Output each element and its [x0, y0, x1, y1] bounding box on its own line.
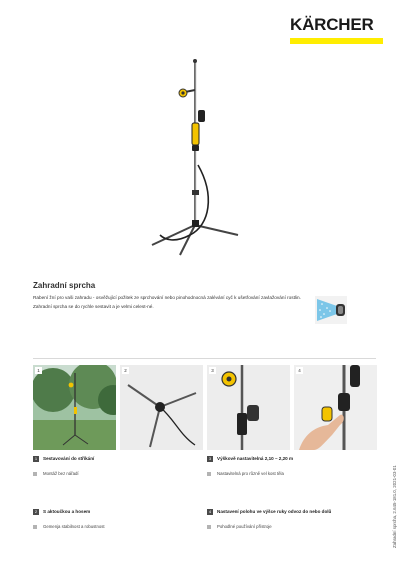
feature-number: 2 — [34, 509, 38, 514]
spray-pattern-icon — [315, 296, 347, 324]
feature-bullet-text: Montáž bez nářadí — [43, 471, 79, 476]
feature-title: S aktoučkou a hosem — [43, 509, 91, 514]
feature-title: Výškově nastavitelná 2,10 – 2,20 m — [217, 456, 294, 461]
feature-title: Sestavování do stříkání — [43, 456, 95, 461]
section-divider — [33, 358, 376, 359]
photo-number: 2 — [122, 367, 129, 374]
garden-shower-product-image — [140, 55, 250, 260]
feature-bullet-text: Pohodlné používání přístroje — [217, 524, 272, 529]
feature-2 — [33, 509, 198, 529]
photo-number: 1 — [35, 367, 42, 374]
logo-yellow-bar — [290, 38, 383, 44]
logo-text: KÄRCHER — [290, 15, 374, 34]
kaercher-logo — [290, 16, 383, 44]
bullet-square-icon — [207, 525, 211, 529]
feature-1 — [33, 456, 198, 476]
side-note — [392, 418, 402, 548]
product-title: Zahradní sprcha — [33, 281, 96, 290]
feature-3 — [207, 456, 377, 476]
photo-tripod-base — [120, 365, 203, 450]
feature-bullet-text: Gemenja stabilnost a robustnost — [43, 524, 105, 529]
bullet-square-icon — [207, 472, 211, 476]
feature-bullet-text: Nastavitelná pro různě vel kost těla — [217, 471, 284, 476]
photo-garden-use — [33, 365, 116, 450]
photo-number: 3 — [209, 367, 216, 374]
bullet-square-icon — [33, 525, 37, 529]
feature-4 — [207, 509, 379, 529]
feature-number: 4 — [208, 509, 212, 514]
product-description: Rabení žní pro vaši zahradu - osvěžující požitek ze sprchování nebo pinohodnocná zalévání cyč k ušetřování zavlažování rostlin. Zahradní sprcha se do rychle sestavit a je velmi celest-né. — [33, 295, 301, 309]
feature-number: 1 — [34, 456, 38, 461]
bullet-square-icon — [33, 472, 37, 476]
feature-number: 3 — [208, 456, 212, 461]
feature-title: Nastavení polohu ve výšce ruky odvoz do nebo dolů — [217, 509, 332, 514]
photo-height-adjust — [207, 365, 290, 450]
side-note-text: Zahradní sprcha, 2.645-181.0, 2021-03-01 — [392, 465, 397, 548]
photo-handle-grip — [294, 365, 377, 450]
photo-number: 4 — [296, 367, 303, 374]
